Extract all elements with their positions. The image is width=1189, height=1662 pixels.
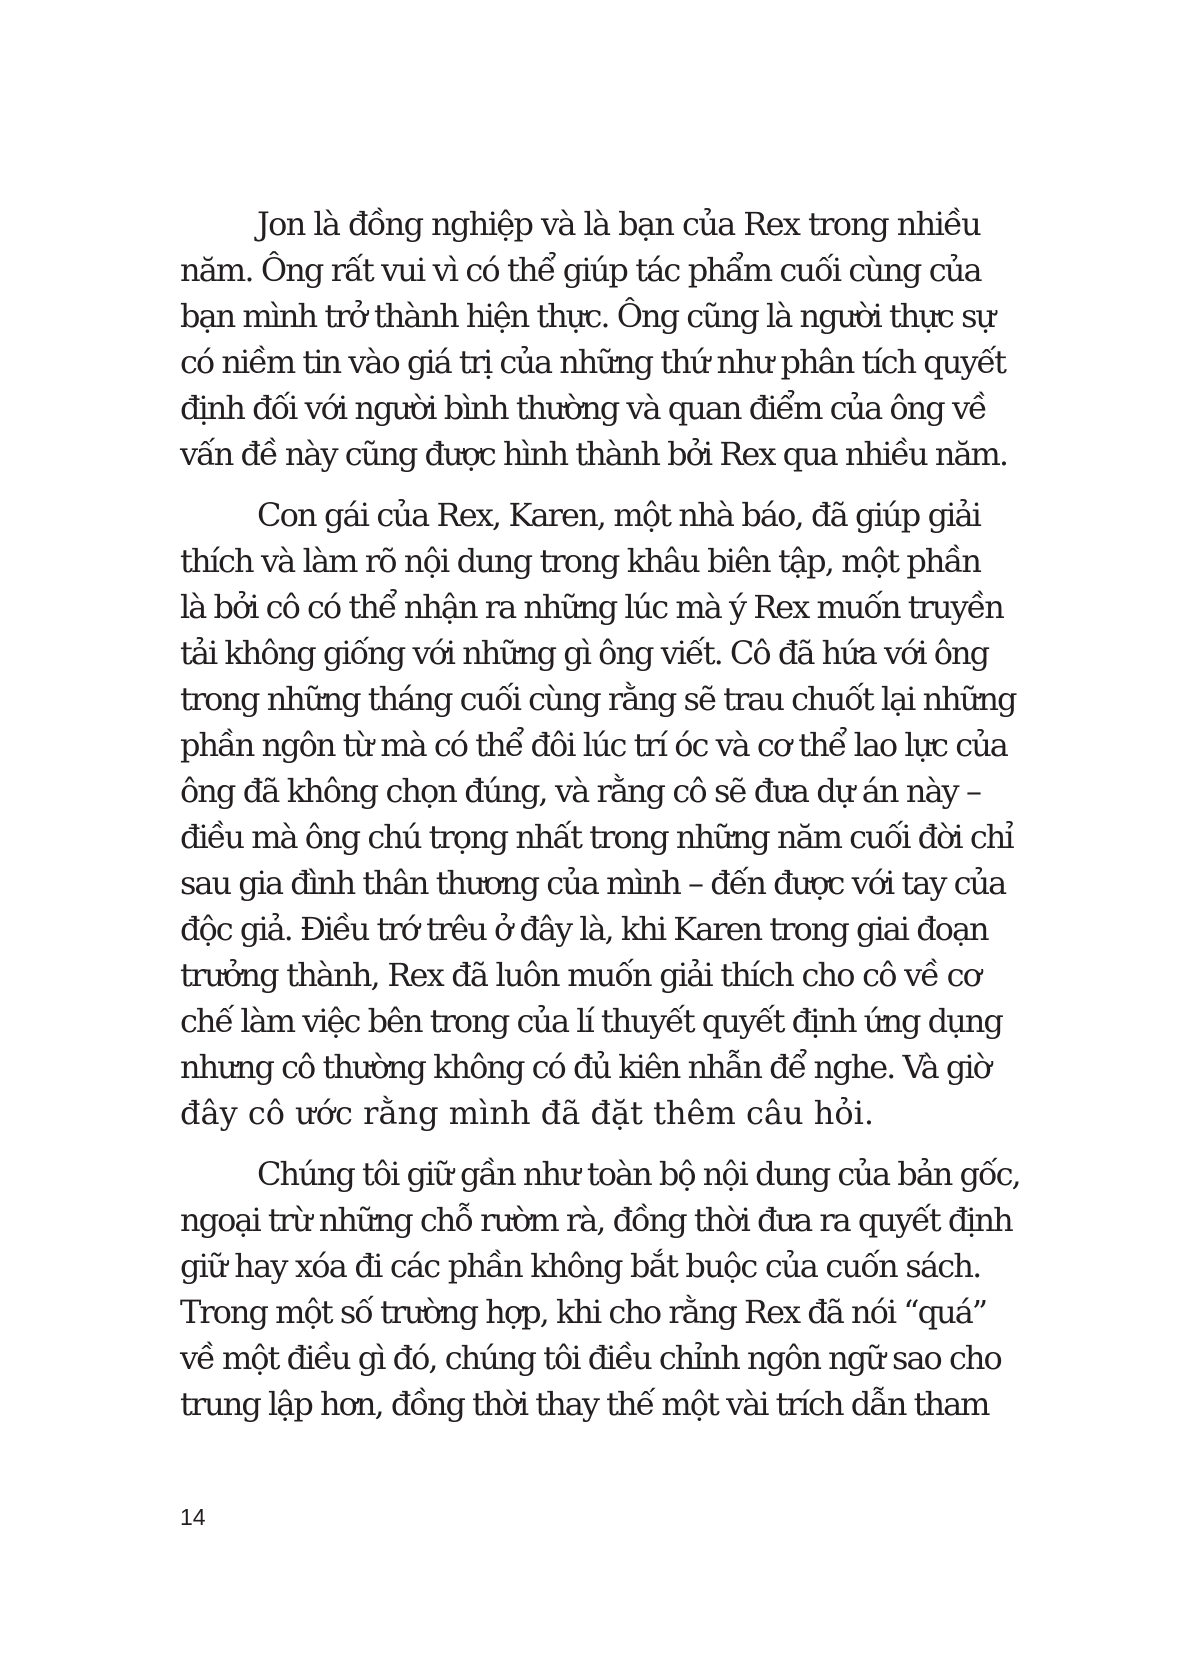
- text-line: trung lập hơn, đồng thời thay thế một vài trích dẫn tham: [180, 1385, 989, 1423]
- text-line: vấn đề này cũng được hình thành bởi Rex qua nhiều năm.: [180, 435, 1008, 473]
- paragraph-3: [180, 1151, 1020, 1427]
- text-line: sau gia đình thân thương của mình – đến được với tay của: [180, 864, 1006, 902]
- text-line: năm. Ông rất vui vì có thể giúp tác phẩm cuối cùng của: [180, 251, 981, 289]
- page-number: 14: [180, 1504, 206, 1530]
- text-line: là bởi cô có thể nhận ra những lúc mà ý Rex muốn truyền: [180, 588, 1003, 626]
- text-line: tải không giống với những gì ông viết. Cô đã hứa với ông: [180, 634, 989, 672]
- paragraph-1: [180, 201, 1008, 477]
- text-line: trưởng thành, Rex đã luôn muốn giải thích cho cô về cơ: [180, 956, 980, 994]
- text-line: bạn mình trở thành hiện thực. Ông cũng là người thực sự: [180, 297, 995, 335]
- text-line: chế làm việc bên trong của lí thuyết quyết định ứng dụng: [180, 1002, 1002, 1040]
- body-text: [180, 201, 1020, 1427]
- text-line: về một điều gì đó, chúng tôi điều chỉnh ngôn ngữ sao cho: [180, 1339, 1001, 1377]
- text-line: ngoại trừ những chỗ rườm rà, đồng thời đưa ra quyết định: [180, 1201, 1012, 1239]
- text-line: Chúng tôi giữ gần như toàn bộ nội dung của bản gốc,: [257, 1155, 1020, 1193]
- text-line: ông đã không chọn đúng, và rằng cô sẽ đưa dự án này –: [180, 772, 980, 810]
- paragraph-2: [180, 492, 1016, 1136]
- text-line: giữ hay xóa đi các phần không bắt buộc của cuốn sách.: [180, 1247, 981, 1285]
- text-line: nhưng cô thường không có đủ kiên nhẫn để nghe. Và giờ: [180, 1048, 990, 1086]
- text-line: trong những tháng cuối cùng rằng sẽ trau chuốt lại những: [180, 680, 1016, 718]
- text-line: độc giả. Điều trớ trêu ở đây là, khi Karen trong giai đoạn: [180, 910, 988, 948]
- text-line: Con gái của Rex, Karen, một nhà báo, đã giúp giải: [257, 496, 980, 534]
- text-line: điều mà ông chú trọng nhất trong những năm cuối đời chỉ: [180, 818, 1013, 856]
- text-line: Jon là đồng nghiệp và là bạn của Rex trong nhiều: [257, 205, 980, 243]
- text-line: phần ngôn từ mà có thể đôi lúc trí óc và cơ thể lao lực của: [180, 726, 1007, 764]
- text-line: thích và làm rõ nội dung trong khâu biên tập, một phần: [180, 542, 981, 580]
- text-line: đây cô ước rằng mình đã đặt thêm câu hỏi.: [180, 1094, 875, 1132]
- text-line: định đối với người bình thường và quan điểm của ông về: [180, 389, 986, 427]
- text-line: Trong một số trường hợp, khi cho rằng Rex đã nói “quá”: [180, 1293, 987, 1331]
- text-line: có niềm tin vào giá trị của những thứ như phân tích quyết: [180, 343, 1005, 381]
